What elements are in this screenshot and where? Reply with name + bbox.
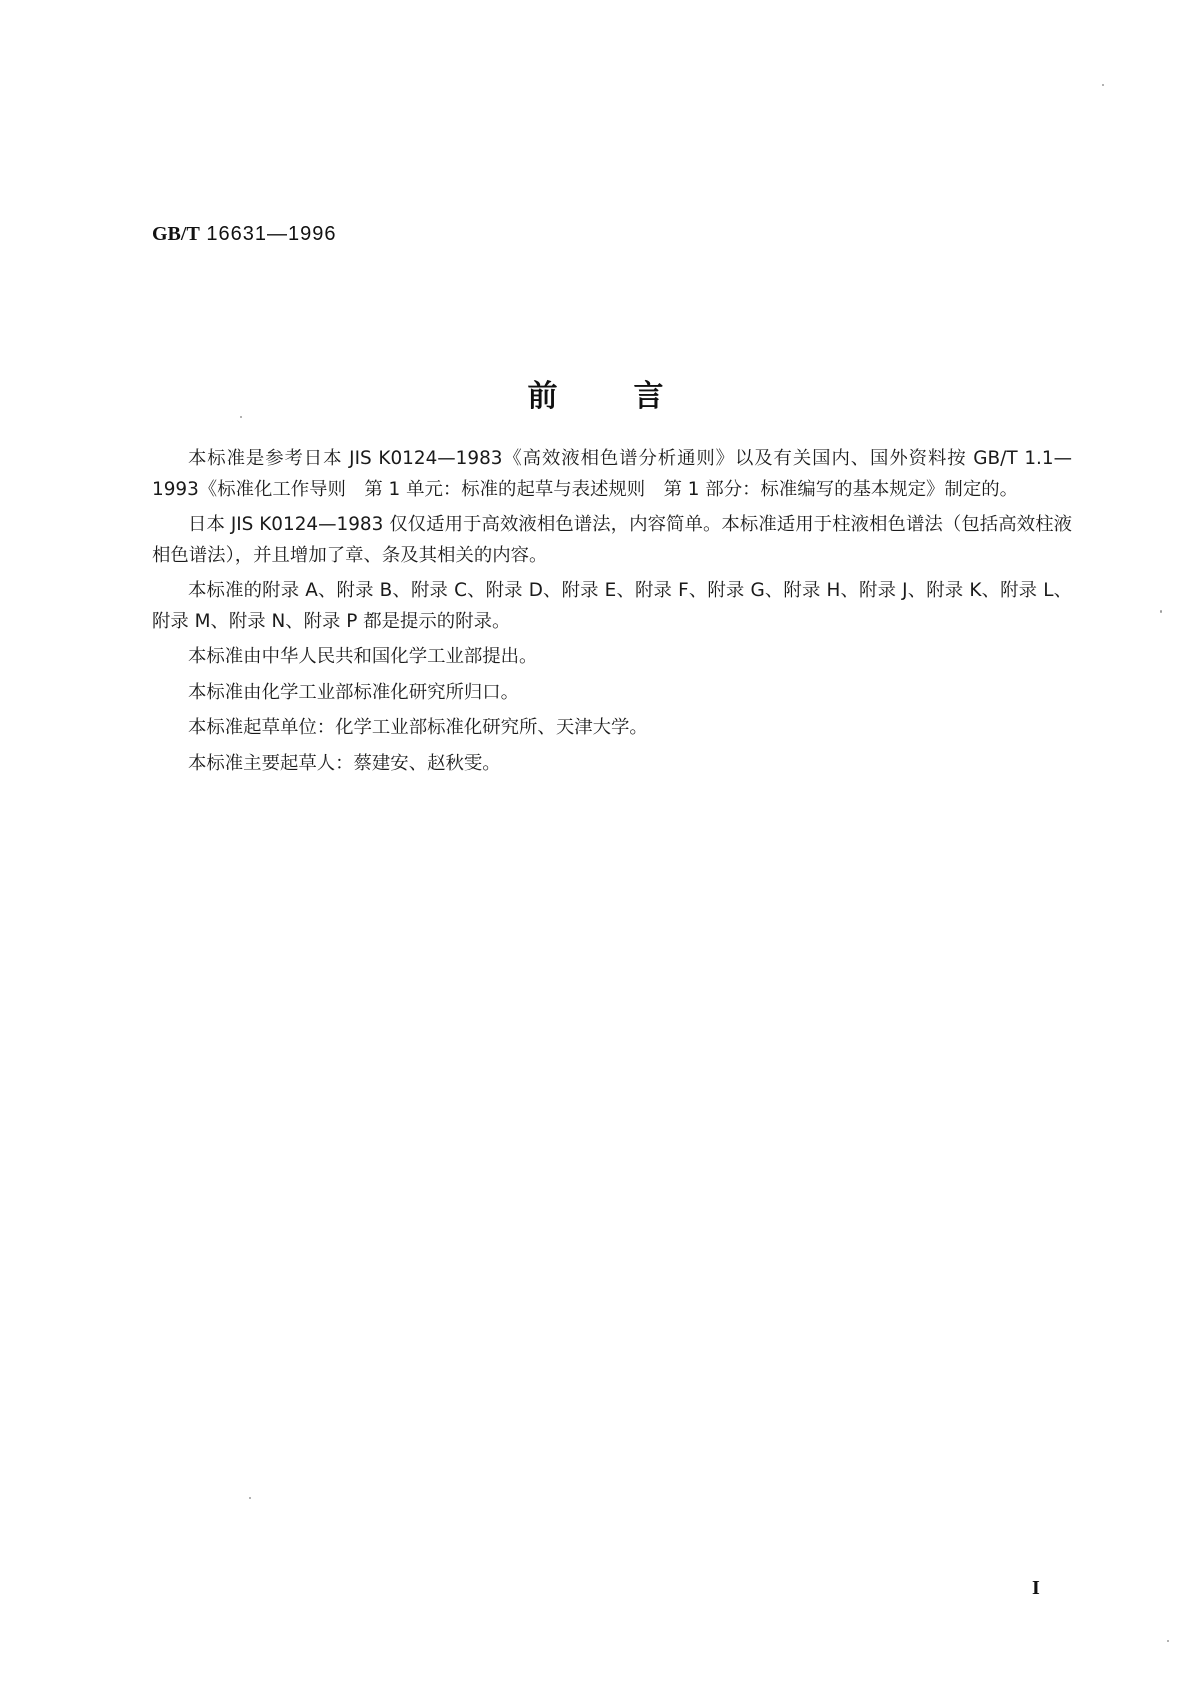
paragraph: 本标准主要起草人：蔡建安、赵秋雯。 [188, 752, 501, 774]
scan-speck [1160, 610, 1162, 613]
scan-speck [1167, 1640, 1169, 1642]
foreword-body [152, 444, 1072, 784]
paragraph: 日本 JIS K0124—1983 仅仅适用于高效液相色谱法，内容简单。本标准适用于柱液相色谱法（包括高效柱液相色谱法），并且增加了章、条及其相关的内容。 [152, 514, 1072, 566]
paragraph: 本标准的附录 A、附录 B、附录 C、附录 D、附录 E、附录 F、附录 G、附录 H、附录 J、附录 K、附录 L、附录 M、附录 N、附录 P 都是提示的附录。 [152, 580, 1072, 632]
scan-speck [1102, 84, 1104, 86]
standard-code: 16631—1996 [206, 223, 337, 245]
paragraph: 本标准由化学工业部标准化研究所归口。 [188, 681, 520, 703]
page-title: 前言 [527, 379, 740, 414]
standard-prefix: GB/T [152, 223, 200, 245]
paragraph: 本标准起草单位：化学工业部标准化研究所、天津大学。 [188, 717, 648, 738]
scan-speck [249, 1497, 251, 1499]
standard-number [152, 223, 336, 246]
scan-speck [240, 416, 242, 418]
paragraph: 本标准由中华人民共和国化学工业部提出。 [188, 646, 538, 667]
paragraph: 本标准是参考日本 JIS K0124—1983《高效液相色谱分析通则》以及有关国内、国外资料按 GB/T 1.1—1993《标准化工作导则 第 1 单元：标准的起草与表述规则 第 1 部分：标准编写的基本规定》制定的。 [152, 448, 1072, 500]
page-number: I [1032, 1577, 1040, 1599]
